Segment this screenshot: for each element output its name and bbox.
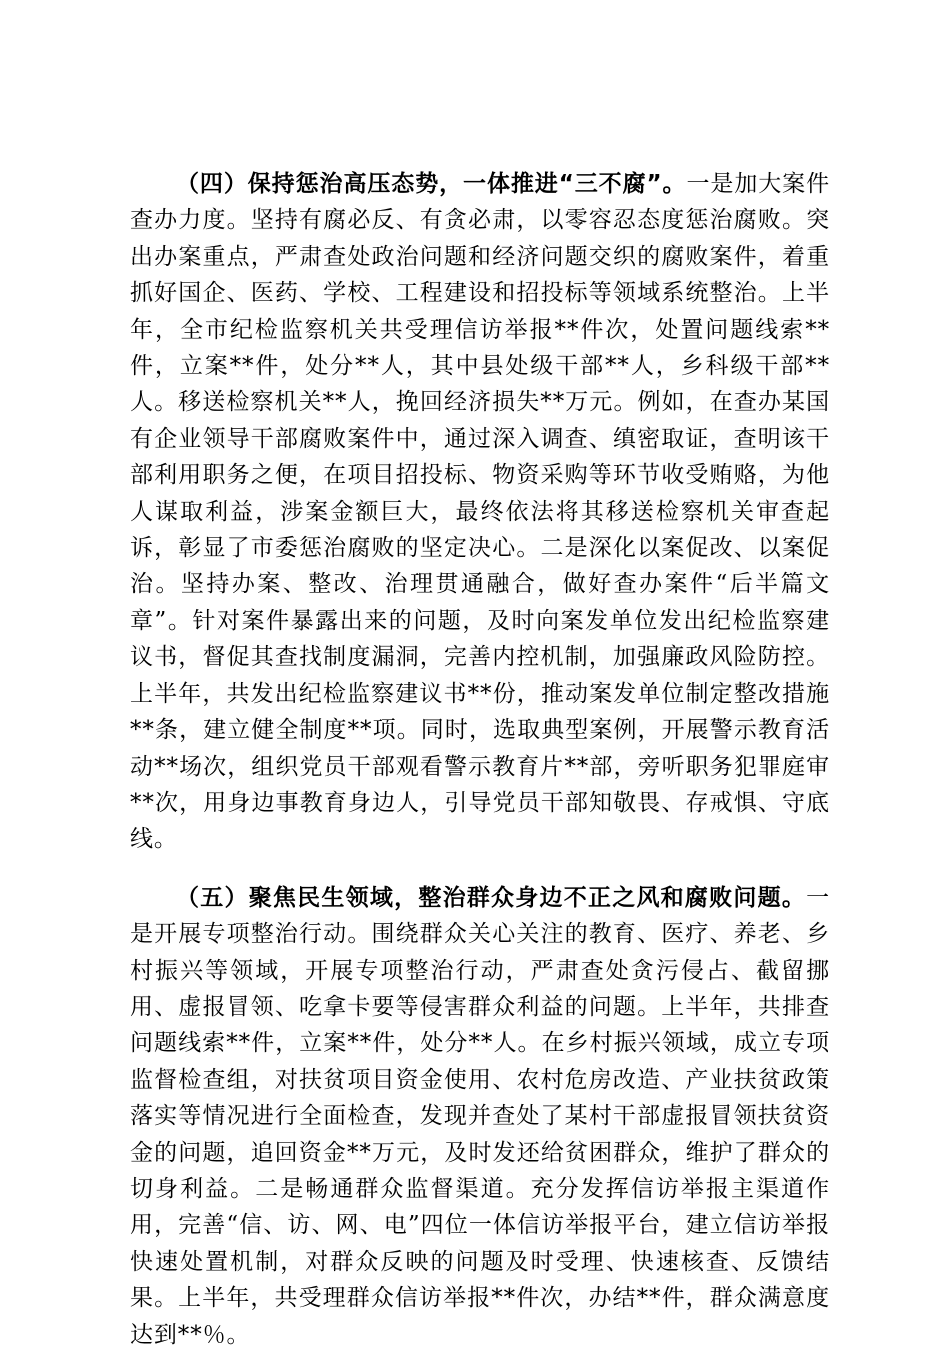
section-5-body: 一是开展专项整治行动。围绕群众关心关注的教育、医疗、养老、乡村振兴等领域，开展专项整治行动，严肃查处贪污侵占、截留挪用、虚报冒领、吃拿卡要等侵害群众利益的问题。上半年，共排查问题线索**件，立案**件，处分**人。在乡村振兴领域，成立专项监督检查组，对扶贫项目资金使用、农村危房改造、产业扶贫政策落实等情况进行全面检查，发现并查处了某村干部虚报冒领扶贫资金的问题，追回资金**万元，及时发还给贫困群众，维护了群众的切身利益。二是畅通群众监督渠道。充分发挥信访举报主渠道作用，完善“信、访、网、电”四位一体信访举报平台，建立信访举报快速处置机制，对群众反映的问题及时受理、快速核查、反馈结果。上半年，共受理群众信访举报**件次，办结**件，群众满意度达到**％。 <box>130 884 830 1348</box>
section-5-heading: （五）聚焦民生领域，整治群众身边不正之风和腐败问题。 <box>176 884 807 911</box>
document-page <box>130 166 830 1353</box>
section-5-paragraph <box>130 880 830 1353</box>
section-4-heading: （四）保持惩治高压态势，一体推进“三不腐”。 <box>176 171 687 197</box>
section-4-paragraph <box>130 166 830 858</box>
section-4-body: 一是加大案件查办力度。坚持有腐必反、有贪必肃，以零容忍态度惩治腐败。突出办案重点，严肃查处政治问题和经济问题交织的腐败案件，着重抓好国企、医药、学校、工程建设和招投标等领域系统整治。上半年，全市纪检监察机关共受理信访举报**件次，处置问题线索**件，立案**件，处分**人，其中县处级干部**人，乡科级干部**人。移送检察机关**人，挽回经济损失**万元。例如，在查办某国有企业领导干部腐败案件中，通过深入调查、缜密取证，查明该干部利用职务之便，在项目招投标、物资采购等环节收受贿赂，为他人谋取利益，涉案金额巨大，最终依法将其移送检察机关审查起诉，彰显了市委惩治腐败的坚定决心。二是深化以案促改、以案促治。坚持办案、整改、治理贯通融合，做好查办案件“后半篇文章”。针对案件暴露出来的问题，及时向案发单位发出纪检监察建议书，督促其查找制度漏洞，完善内控机制，加强廉政风险防控。上半年，共发出纪检监察建议书**份，推动案发单位制定整改措施**条，建立健全制度**项。同时，选取典型案例，开展警示教育活动**场次，组织党员干部观看警示教育片**部，旁听职务犯罪庭审**次，用身边事教育身边人，引导党员干部知敬畏、存戒惧、守底线。 <box>130 171 830 853</box>
